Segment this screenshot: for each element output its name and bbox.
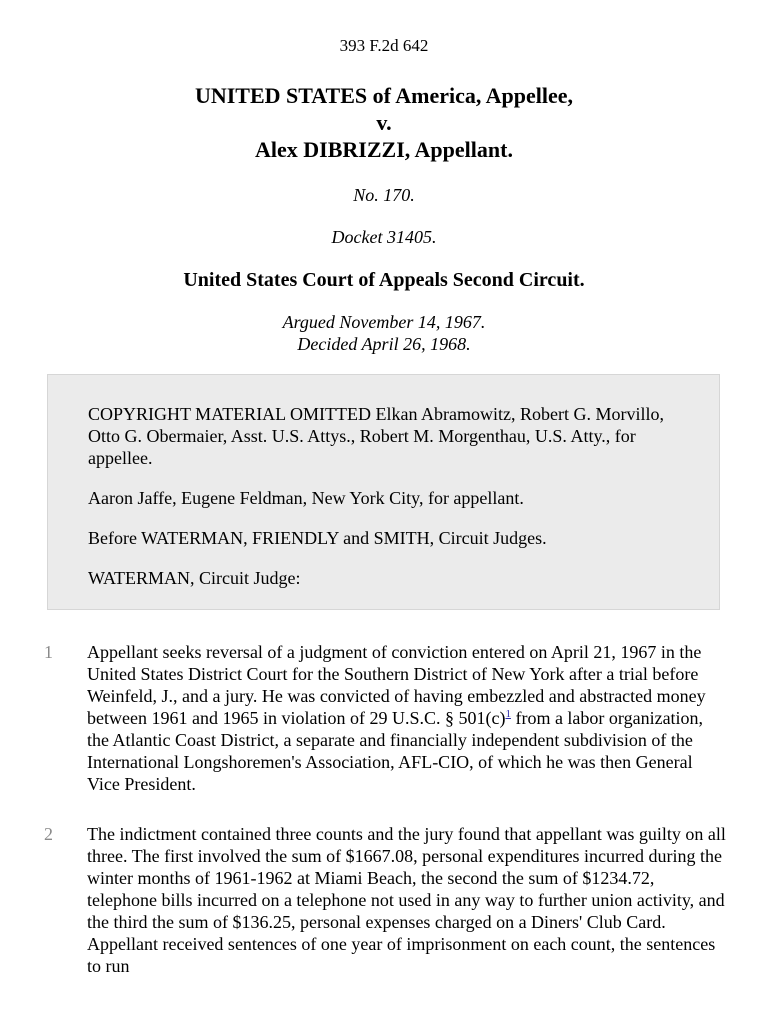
counsel-appellee: COPYRIGHT MATERIAL OMITTED Elkan Abramowitz, Robert G. Morvillo, Otto G. Obermaier, Asst. U.S. Attys., Robert M. Morgenthau, U.S. Atty., for appellee. xyxy=(88,404,664,468)
case-number: No. 170. xyxy=(353,185,415,205)
judges-panel: Before WATERMAN, FRIENDLY and SMITH, Circuit Judges. xyxy=(88,528,547,548)
paragraph-text-part: The indictment contained three counts and the jury found that appellant was guilty on all three. The first involved the sum of $1667.08, personal expenditures incurred during the winter months of 1961-1962 at Miami Beach, the second the sum of $1234.72, telephone bills incurred on a telephone not used in any way to further union activity, and the third the sum of $136.25, personal expenses charged on a Diners' Club Card. Appellant received sentences of one year of imprisonment on each count, the sentences to run xyxy=(87,824,726,976)
paragraph-text-part: Appellant seeks reversal of a judgment of conviction entered on April 21, 1967 in the United States District Court for the Southern District of New York after a trial before Weinfeld, J., and a jury. He was convicted of having embezzled and abstracted money between 1961 and 1965 in violation of 29 U.S.C. § 501(c) xyxy=(87,642,706,728)
counsel-appellant: Aaron Jaffe, Eugene Feldman, New York City, for appellant. xyxy=(88,488,524,508)
paragraph-number: 1 xyxy=(44,642,53,662)
case-citation: 393 F.2d 642 xyxy=(339,36,429,55)
paragraph-text xyxy=(87,641,727,795)
paragraph-number: 2 xyxy=(44,824,53,844)
decided-date: Decided April 26, 1968. xyxy=(297,334,471,354)
footnote-link[interactable]: 1 xyxy=(505,708,511,720)
caption-versus: v. xyxy=(376,110,392,135)
court-name: United States Court of Appeals Second Circuit. xyxy=(183,269,585,291)
docket-number: Docket 31405. xyxy=(331,227,437,247)
caption-appellant: Alex DIBRIZZI, Appellant. xyxy=(255,137,513,162)
case-caption xyxy=(0,82,768,163)
caption-appellee: UNITED STATES of America, Appellee, xyxy=(194,83,574,108)
argued-date: Argued November 14, 1967. xyxy=(282,312,486,332)
prelims-box xyxy=(47,374,720,610)
paragraph-text xyxy=(87,823,727,977)
paragraph-text-part: from a labor organization, the Atlantic Coast District, a separate and financially independent subdivision of the International Longshoremen's Association, AFL-CIO, of which he was then General Vice President. xyxy=(87,708,704,794)
decision-dates xyxy=(0,311,768,355)
opinion-author: WATERMAN, Circuit Judge: xyxy=(88,568,301,588)
